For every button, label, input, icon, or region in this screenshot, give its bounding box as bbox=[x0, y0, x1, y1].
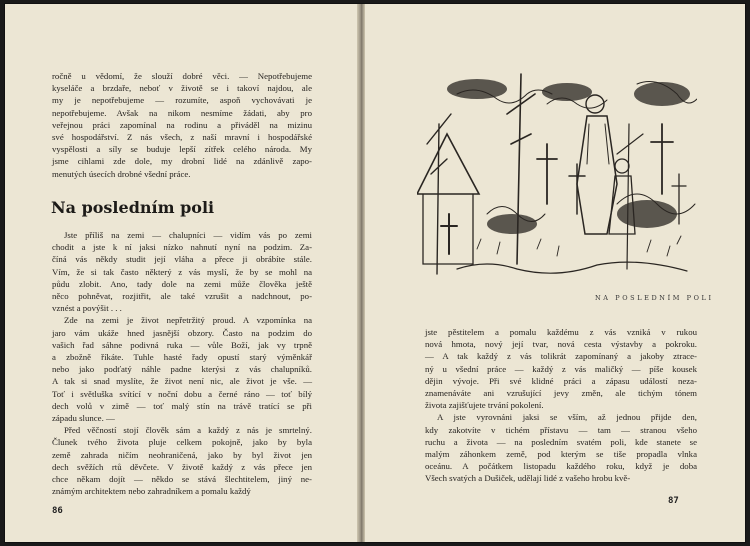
text-line: své hospodářství. Z nás všech, z naší mravní i hospodářské bbox=[52, 132, 312, 143]
text-line: Zde na zemi je život nepřetržitý proud. A vzpomínka na bbox=[64, 315, 312, 326]
text-line: chce někam dojít — někdo se stává šlechtitelem, jiný ne- bbox=[52, 474, 312, 485]
text-line: jsme cihlami zde dole, my drobní lidé na zdánlivě zapo- bbox=[52, 156, 312, 167]
text-line: nepotřebujeme. Avšak na nikom nesmíme žádati, aby pro bbox=[52, 107, 312, 118]
text-line: vznést a povýšit . . . bbox=[52, 303, 122, 314]
text-line: vyspělosti a síly se buduje lepší zítřek celého národa. My bbox=[52, 144, 312, 155]
text-line: ný u všední práce — každý z vás maličký — píše kousek bbox=[425, 363, 697, 374]
cemetery-illustration bbox=[417, 64, 697, 284]
text-line: nebo jako podťatý náhle padne kterýsi z vás chalupníků. bbox=[52, 364, 312, 375]
text-line: — A tak každý z vás tolikrát zapomínaný a jakoby ztrace- bbox=[425, 351, 697, 362]
text-line: vašich řad sáhne podivná ruka — vůle Boží, jak vy trpně bbox=[52, 339, 312, 350]
text-line: a zbožně říkáte. Tuhle hasté řady opustí starý výměnkář bbox=[52, 352, 312, 363]
text-line: Před věčností stojí člověk sám a každý z nás je smrtelný. bbox=[64, 425, 312, 436]
text-line: půdu zlobit. Ano, tady dole na zemi může člověka ještě bbox=[52, 278, 312, 289]
text-line: A tak si snad myslíte, že život není nic, ale život je vše. — bbox=[52, 376, 312, 387]
text-line: kyseláče a brzdaře, neboť v životě se i takoví najdou, ale bbox=[52, 83, 312, 94]
text-line: chodit a jste k ní jaksi nízko nahnutí nyní na podzim. Za- bbox=[52, 242, 312, 253]
text-line: veřejnou práci zapomínal na rodinu a přiváděl na mizinu bbox=[52, 119, 312, 130]
book-gutter bbox=[357, 4, 365, 542]
text-line: dech svěžích rtů děvčete. V životě každý z vás přece jen bbox=[52, 461, 312, 472]
text-line: nová hmota, nový její tvar, nová cesta výstavby a pokroku. bbox=[425, 339, 697, 350]
left-page bbox=[5, 4, 357, 542]
text-line: oceánu. A počátkem listopadu každého roku, když je doba bbox=[425, 461, 697, 472]
text-line: jaro vám ukáže hned jasnější obzory. Často na podzim do bbox=[52, 327, 312, 338]
text-line: dějin vývoje. Při své klidné práci a zápasu událostí neza- bbox=[425, 375, 697, 386]
text-line: ročně u vědomí, že slouží dobré věci. — Nepotřebujeme bbox=[52, 71, 312, 81]
illustration-caption: NA POSLEDNÍM POLI bbox=[595, 294, 714, 302]
left-body-text bbox=[52, 229, 312, 497]
text-line: menutých úsecích drobné všední práce. bbox=[52, 168, 191, 179]
text-line: číná vás někdy studit její vláha a přece ji obrábíte stále. bbox=[52, 254, 312, 265]
right-body-text bbox=[425, 326, 697, 485]
text-line: dech volů v zimě — toť malý stín na trávě tratící se při bbox=[52, 400, 312, 411]
text-line: země zahrada ničím neohraničená, jako by byl život jen bbox=[52, 449, 312, 460]
page-number-right: 87 bbox=[668, 496, 679, 506]
right-page bbox=[365, 4, 745, 542]
text-line: Jste příliš na zemi — chalupníci — vidím vás po zemi bbox=[64, 230, 312, 240]
text-line: Toť i světluška svítící v noční dobu a černé ráno — toť bílý bbox=[52, 388, 312, 399]
text-line: života zajišťujete trvání pokolení. bbox=[425, 400, 544, 411]
text-line: něco pohněvat, rozjitřit, ale také vzrušit a nadchnout, po- bbox=[52, 291, 312, 302]
text-line: známým architektem nebo zahradníkem a pomalu každý bbox=[52, 486, 251, 497]
text-line: A jste vyrovnáni jaksi se vším, až jednou přijde den, bbox=[437, 412, 697, 423]
intro-paragraph bbox=[52, 70, 312, 180]
page-number-left: 86 bbox=[52, 506, 63, 516]
text-line: my je nepotřebujeme — rozumíte, aspoň vychovávati je bbox=[52, 95, 312, 106]
text-line: Vím, že si tak často některý z vás myslí, že by se mohl na bbox=[52, 266, 312, 277]
text-line: kdy zakotvíte v tichém přístavu — tam — stranou všeho bbox=[425, 424, 697, 435]
text-line: znamenáváte ani vzrušující jevy změn, ale tichým tónem bbox=[425, 388, 697, 399]
section-heading: Na posledním poli bbox=[51, 198, 215, 217]
text-line: malým záhonkem země, pod kterým se tiše propadla vlnka bbox=[425, 449, 697, 460]
text-line: jste pěstitelem a pomalu každému z vás vzniká v rukou bbox=[425, 327, 697, 337]
text-line: západu slunce. — bbox=[52, 413, 115, 424]
text-line: ruchu a života — na posledním svatém poli, kde stanete se bbox=[425, 436, 697, 447]
book-spread bbox=[4, 3, 746, 543]
text-line: Všech svatých a Dušiček, udělají lidé z vašeho hrobu kvě- bbox=[425, 473, 631, 484]
text-line: Člunek tvého života pluje celkem pokojně, jako by byla bbox=[52, 437, 312, 448]
